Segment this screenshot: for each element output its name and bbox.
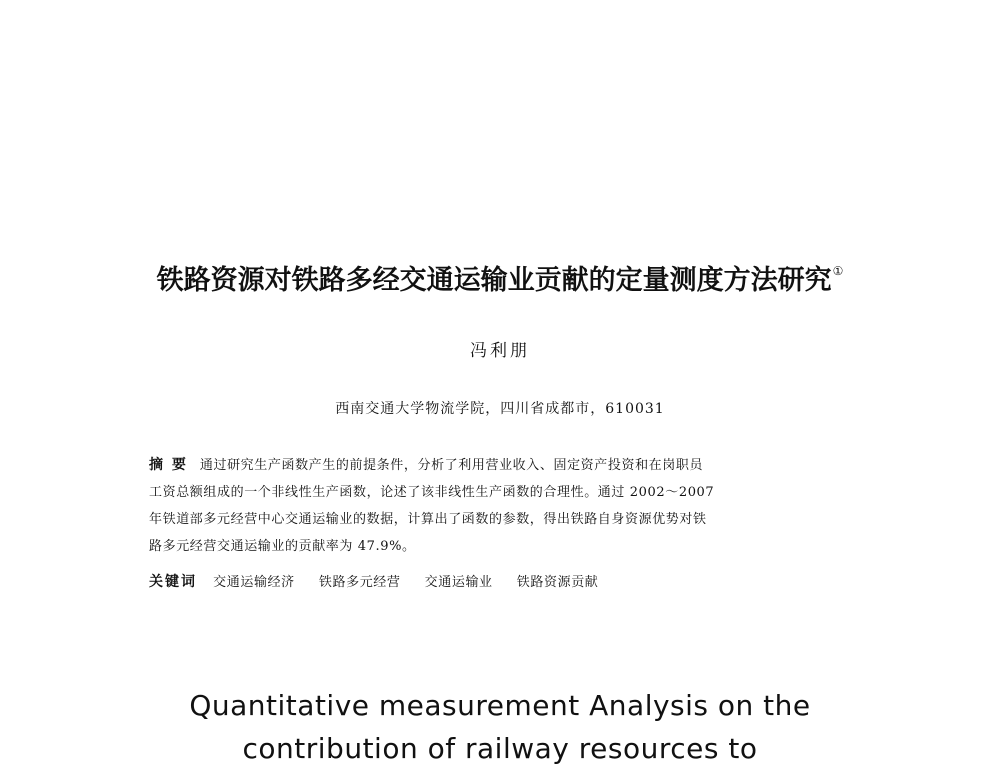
abstract-line: 工资总额组成的一个非线性生产函数，论述了该非线性生产函数的合理性。通过 2002～2007 <box>149 485 715 500</box>
keyword: 交通运输经济 <box>213 575 295 590</box>
abstract-line: 年铁道部多元经营中心交通运输业的数据，计算出了函数的参数，得出铁路自身资源优势对铁 <box>149 512 707 527</box>
chinese-title <box>0 258 1000 297</box>
abstract-text: 通过研究生产函数产生的前提条件，分析了利用营业收入、固定资产投资和在岗职员 <box>199 458 704 473</box>
english-title <box>0 684 1000 770</box>
chinese-title-text: 铁路资源对铁路多经交通运输业贡献的定量测度方法研究 <box>156 265 832 296</box>
keyword: 铁路多元经营 <box>318 575 401 590</box>
title-footnote-mark: ① <box>832 264 844 278</box>
english-title-line: contribution of railway resources to <box>242 732 758 765</box>
abstract-line <box>149 452 854 479</box>
abstract-line: 路多元经营交通运输业的贡献率为 47.9%。 <box>149 539 416 554</box>
abstract-label: 摘 要 <box>149 457 188 473</box>
keywords <box>149 571 618 591</box>
english-title-line: Quantitative measurement Analysis on the <box>189 689 811 722</box>
author-name: 冯利朋 <box>470 341 530 361</box>
keyword: 交通运输业 <box>424 575 493 590</box>
affiliation: 西南交通大学物流学院，四川省成都市，610031 <box>335 401 665 417</box>
keyword: 铁路资源贡献 <box>516 575 599 590</box>
keywords-label: 关键词 <box>149 574 197 590</box>
abstract <box>149 452 854 560</box>
